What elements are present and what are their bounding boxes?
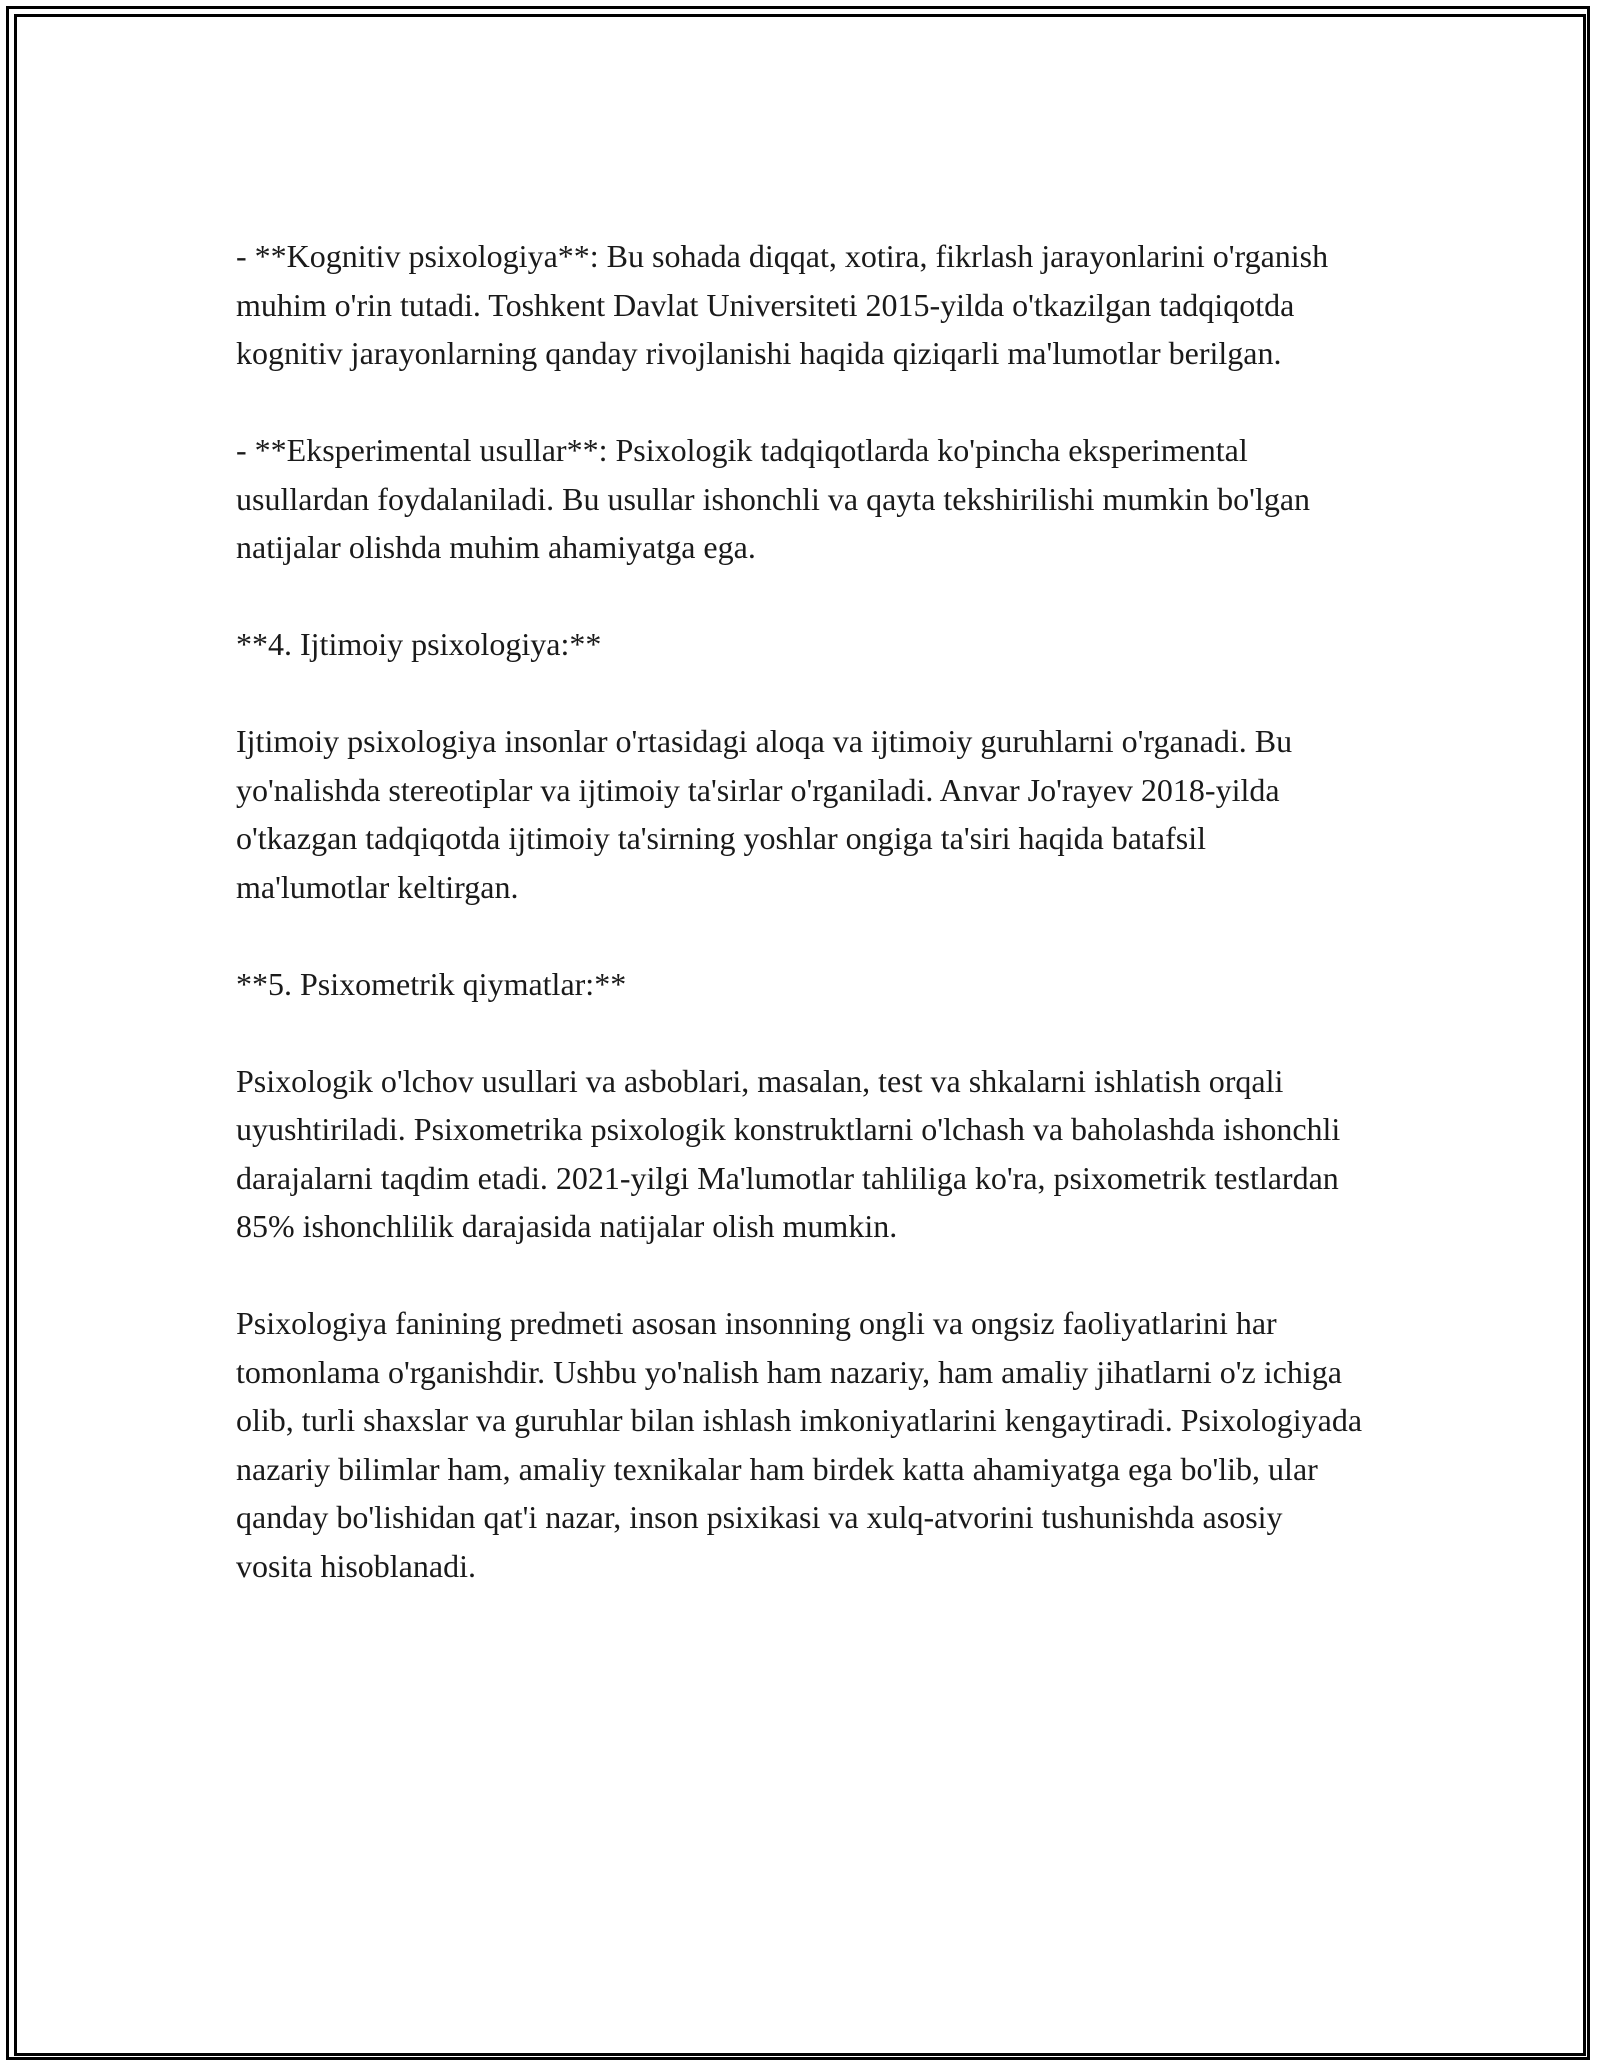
heading-psychometric-values: **5. Psixometrik qiymatlar:** bbox=[236, 965, 627, 1002]
paragraph-social-psychology: Ijtimoiy psixologiya insonlar o'rtasidagi aloqa va ijtimoiy guruhlarni o'rganadi. Bu yo'nalishda stereotiplar va ijtimoiy ta'sirlar o'rganiladi. Anvar Jo'rayev 2018-yilda o'tkazgan tadqiqotda ijtimoiy ta'sirning yoshlar ongiga ta'siri haqida batafsil ma'lumotlar keltirgan. bbox=[236, 723, 1293, 905]
paragraph-cognitive-psychology: - **Kognitiv psixologiya**: Bu sohada diqqat, xotira, fikrlash jarayonlarini o'rganish muhim o'rin tutadi. Toshkent Davlat Universiteti 2015-yilda o'tkazilgan tadqiqotda kognitiv jarayonlarning qanday rivojlanishi haqida qiziqarli ma'lumotlar berilgan. bbox=[236, 238, 1329, 371]
paragraph-psychology-subject: Psixologiya fanining predmeti asosan insonning ongli va ongsiz faoliyatlarini har tomonlama o'rganishdir. Ushbu yo'nalish ham nazariy, ham amaliy jihatlarni o'z ichiga olib, turli shaxslar va guruhlar bilan ishlash imkoniyatlarini kengaytiradi. Psixologiyada nazariy bilimlar ham, amaliy texnikalar ham birdek katta ahamiyatga ega bo'lib, ular qanday bo'lishidan qat'i nazar, inson psixikasi va xulq-atvorini tushunishda asosiy vosita hisoblanadi. bbox=[236, 1305, 1363, 1584]
heading-social-psychology: **4. Ijtimoiy psixologiya:** bbox=[236, 626, 602, 662]
document-body bbox=[236, 232, 1366, 1639]
paragraph-experimental-methods: - **Eksperimental usullar**: Psixologik tadqiqotlarda ko'pincha eksperimental usullardan foydalaniladi. Bu usullar ishonchli va qayta tekshirilishi mumkin bo'lgan natijalar olishda muhim ahamiyatga ega. bbox=[236, 432, 1311, 565]
paragraph-psychometric-values: Psixologik o'lchov usullari va asboblari, masalan, test va shkalarni ishlatish orqali uyushtiriladi. Psixometrika psixologik konstruktlarni o'lchash va baholashda ishonchli darajalarni taqdim etadi. 2021-yilgi Ma'lumotlar tahliliga ko'ra, psixometrik testlardan 85% ishonchlilik darajasida natijalar olish mumkin. bbox=[236, 1062, 1341, 1244]
